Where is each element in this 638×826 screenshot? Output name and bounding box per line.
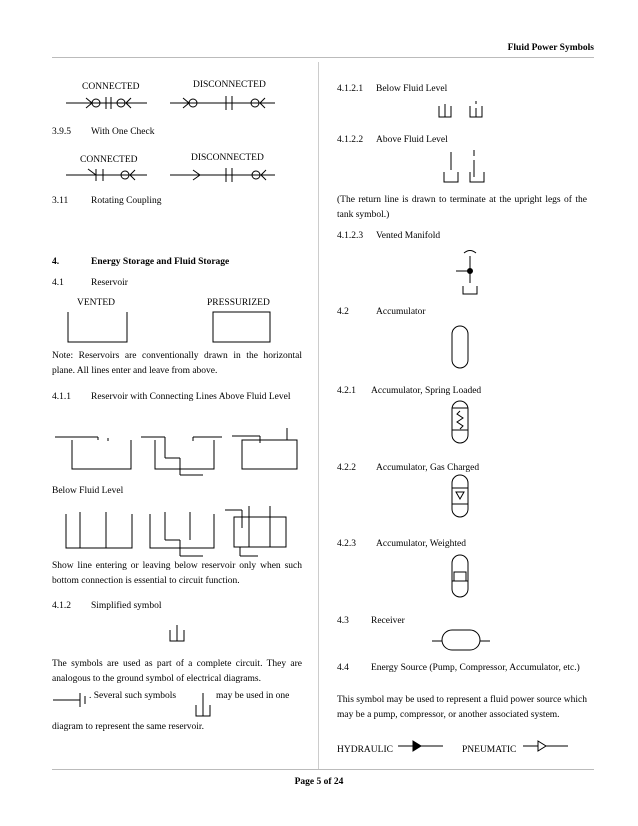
- section-4-1-2-title: Simplified symbol: [91, 601, 162, 611]
- header-title: Fluid Power Symbols: [507, 43, 594, 53]
- section-4-1-2-1-title: Below Fluid Level: [376, 84, 448, 94]
- section-4-1-2-2-title: Above Fluid Level: [376, 135, 448, 145]
- several-symbols-text: . Several such symbols: [89, 691, 177, 701]
- section-4-2-2-number: 4.2.2: [337, 463, 356, 473]
- section-3-9-5-title: With One Check: [91, 127, 155, 137]
- section-4-1-1-title: Reservoir with Connecting Lines Above Fluid Level: [91, 392, 291, 402]
- disconnected-label-2: DISCONNECTED: [191, 153, 264, 163]
- section-4-3-number: 4.3: [337, 616, 349, 626]
- vented-label: VENTED: [77, 298, 115, 308]
- hydraulic-label: HYDRAULIC: [337, 745, 393, 755]
- section-3-9-5-number: 3.9.5: [52, 127, 71, 137]
- may-be-used-text: may be used in one: [216, 691, 290, 701]
- section-4-4-number: 4.4: [337, 663, 349, 673]
- section-3-11-number: 3.11: [52, 196, 69, 206]
- section-3-11-title: Rotating Coupling: [91, 196, 162, 206]
- section-4-2-3-title: Accumulator, Weighted: [376, 539, 466, 549]
- section-4-1-number: 4.1: [52, 278, 64, 288]
- section-4-2-3-number: 4.2.3: [337, 539, 356, 549]
- section-4-2-number: 4.2: [337, 307, 349, 317]
- return-line-note: (The return line is drawn to terminate at the upright legs of the tank symbol.): [337, 195, 587, 220]
- disconnected-label-1: DISCONNECTED: [193, 80, 266, 90]
- same-reservoir-text: diagram to represent the same reservoir.: [52, 722, 204, 732]
- section-4-1-2-number: 4.1.2: [52, 601, 71, 611]
- below-fluid-level-label: Below Fluid Level: [52, 486, 124, 496]
- energy-source-note: This symbol may be used to represent a fluid power source which may be a pump, compressor, or another associated system.: [337, 695, 587, 720]
- section-4-1-2-1-number: 4.1.2.1: [337, 84, 364, 94]
- section-4-number: 4.: [52, 257, 60, 267]
- bottom-connection-note: Show line entering or leaving below reservoir only when such bottom connection is essential to circuit function.: [52, 561, 302, 586]
- section-4-3-title: Receiver: [371, 616, 405, 626]
- footer-rule: [52, 769, 594, 770]
- section-4-1-1-number: 4.1.1: [52, 392, 71, 402]
- connected-label-2: CONNECTED: [80, 155, 138, 165]
- connected-label-1: CONNECTED: [82, 82, 140, 92]
- section-4-1-title: Reservoir: [91, 278, 128, 288]
- pressurized-label: PRESSURIZED: [207, 298, 270, 308]
- page-number: Page 5 of 24: [294, 777, 344, 787]
- section-4-2-1-title: Accumulator, Spring Loaded: [371, 386, 482, 396]
- analogy-paragraph: The symbols are used as part of a complete circuit. They are analogous to the ground symbol of electrical diagrams.: [52, 659, 302, 684]
- section-4-2-1-number: 4.2.1: [337, 386, 356, 396]
- section-4-1-2-2-number: 4.1.2.2: [337, 135, 364, 145]
- section-4-2-title: Accumulator: [376, 307, 426, 317]
- section-4-1-2-3-number: 4.1.2.3: [337, 231, 364, 241]
- section-4-2-2-title: Accumulator, Gas Charged: [376, 463, 480, 473]
- section-4-title: Energy Storage and Fluid Storage: [91, 257, 230, 267]
- section-4-4-title: Energy Source (Pump, Compressor, Accumulator, etc.): [371, 663, 580, 673]
- section-4-1-2-3-title: Vented Manifold: [376, 231, 441, 241]
- reservoir-note: Note: Reservoirs are conventionally drawn in the horizontal plane. All lines enter and leave from above.: [52, 351, 302, 376]
- pneumatic-label: PNEUMATIC: [462, 745, 517, 755]
